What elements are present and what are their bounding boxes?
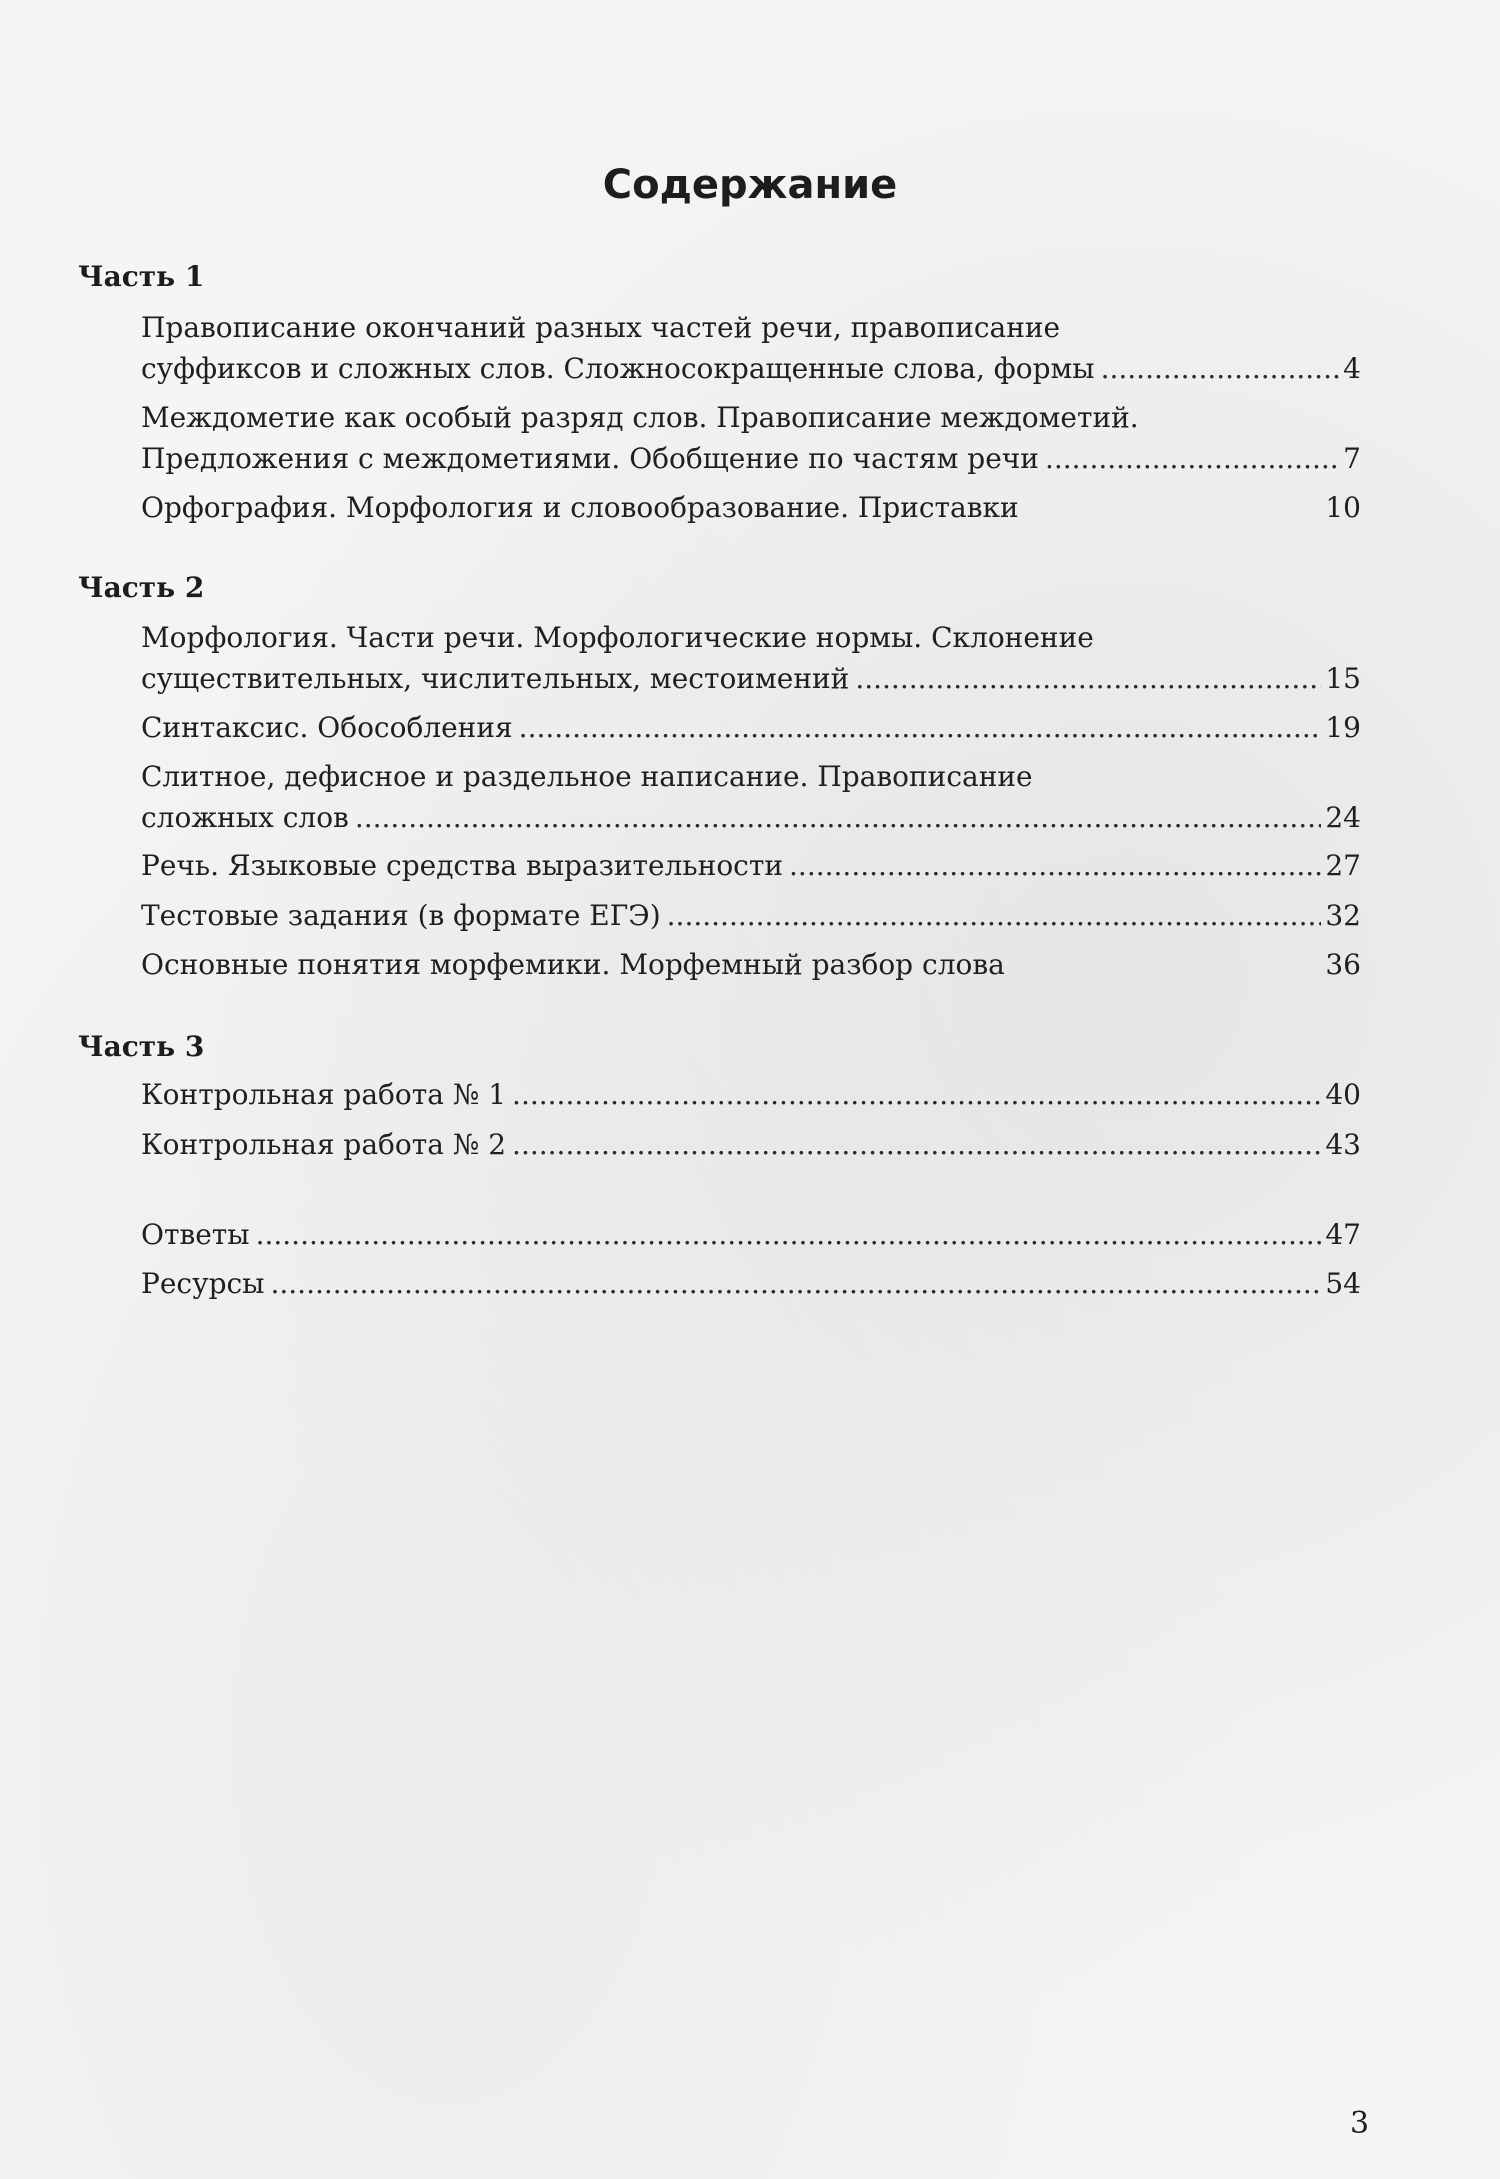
- toc-entry[interactable]: [141, 1074, 1361, 1115]
- toc-entry-line: Морфология. Части речи. Морфологические нормы. Склонение: [141, 621, 1094, 654]
- part-heading-2: Часть 2: [78, 571, 205, 604]
- dot-leader: [1101, 348, 1340, 389]
- toc-page-number: 40: [1325, 1078, 1361, 1111]
- toc-page-number: 10: [1325, 491, 1361, 524]
- dot-leader: [855, 658, 1321, 699]
- toc-entry-line: Контрольная работа № 2 ..... 43: [141, 1124, 1361, 1165]
- toc-page-number: 32: [1325, 899, 1361, 932]
- toc-entry[interactable]: [141, 397, 1361, 479]
- toc-entry-line: Речь. Языковые средства выразительности ..... 27: [141, 845, 1361, 886]
- dot-leader: [519, 707, 1322, 748]
- toc-page-number: 24: [1325, 801, 1361, 834]
- toc-entry-line: Междометие как особый разряд слов. Правописание междометий.: [141, 401, 1139, 434]
- toc-entry-line: Тестовые задания (в формате ЕГЭ) ..... 32: [141, 895, 1361, 936]
- toc-entry-line: Слитное, дефисное и раздельное написание. Правописание: [141, 760, 1033, 793]
- toc-entry-line: Орфография. Морфология и словообразование. Приставки 10: [141, 487, 1361, 528]
- toc-entry[interactable]: [141, 487, 1361, 528]
- toc-entry-line: существительных, числительных, местоимений ..... 15: [141, 658, 1361, 699]
- part-heading-3: Часть 3: [78, 1030, 205, 1063]
- toc-entry[interactable]: [141, 1124, 1361, 1165]
- page-title: Содержание: [602, 162, 898, 208]
- toc-entry[interactable]: [141, 845, 1361, 886]
- toc-page-number: 27: [1325, 849, 1361, 882]
- toc-entry[interactable]: [141, 756, 1361, 838]
- toc-entry[interactable]: [141, 617, 1361, 699]
- dot-leader: [355, 797, 1322, 838]
- dot-leader: [512, 1124, 1321, 1165]
- toc-entry-answers[interactable]: [141, 1214, 1361, 1255]
- dot-leader: [256, 1214, 1322, 1255]
- dot-leader: [512, 1074, 1321, 1115]
- toc-page-number: 54: [1325, 1267, 1361, 1300]
- toc-page-number: 4: [1343, 352, 1361, 385]
- toc-entry-line: Ресурсы ..... 54: [141, 1263, 1361, 1304]
- toc-entry-line: Предложения с междометиями. Обобщение по частям речи ..... 7: [141, 438, 1361, 479]
- toc-entry[interactable]: [141, 944, 1361, 985]
- toc-entry[interactable]: [141, 895, 1361, 936]
- dot-leader: [270, 1263, 1321, 1304]
- toc-page-number: 19: [1325, 711, 1361, 744]
- toc-entry-resources[interactable]: [141, 1263, 1361, 1304]
- toc-entry-line: Ответы ..... 47: [141, 1214, 1361, 1255]
- toc-page-number: 15: [1325, 662, 1361, 695]
- dot-leader: [789, 845, 1321, 886]
- toc-entry-line: Правописание окончаний разных частей речи, правописание: [141, 311, 1061, 344]
- part-heading-1: Часть 1: [78, 260, 205, 293]
- toc-entry-line: Основные понятия морфемики. Морфемный разбор слова 36: [141, 944, 1361, 985]
- toc-entry[interactable]: [141, 707, 1361, 748]
- toc-entry-line: сложных слов ..... 24: [141, 797, 1361, 838]
- toc-entry-line: Контрольная работа № 1 ..... 40: [141, 1074, 1361, 1115]
- toc-entry-line: Синтаксис. Обособления ..... 19: [141, 707, 1361, 748]
- toc-page-number: 7: [1343, 442, 1361, 475]
- toc-page-number: 43: [1325, 1128, 1361, 1161]
- toc-page-number: 47: [1325, 1218, 1361, 1251]
- page-number: 3: [1350, 2106, 1370, 2141]
- toc-page-number: 36: [1325, 948, 1361, 981]
- toc-entry[interactable]: [141, 307, 1361, 389]
- dot-leader: [667, 895, 1322, 936]
- toc-entry-line: суффиксов и сложных слов. Сложносокращенные слова, формы ..... 4: [141, 348, 1361, 389]
- dot-leader: [1045, 438, 1339, 479]
